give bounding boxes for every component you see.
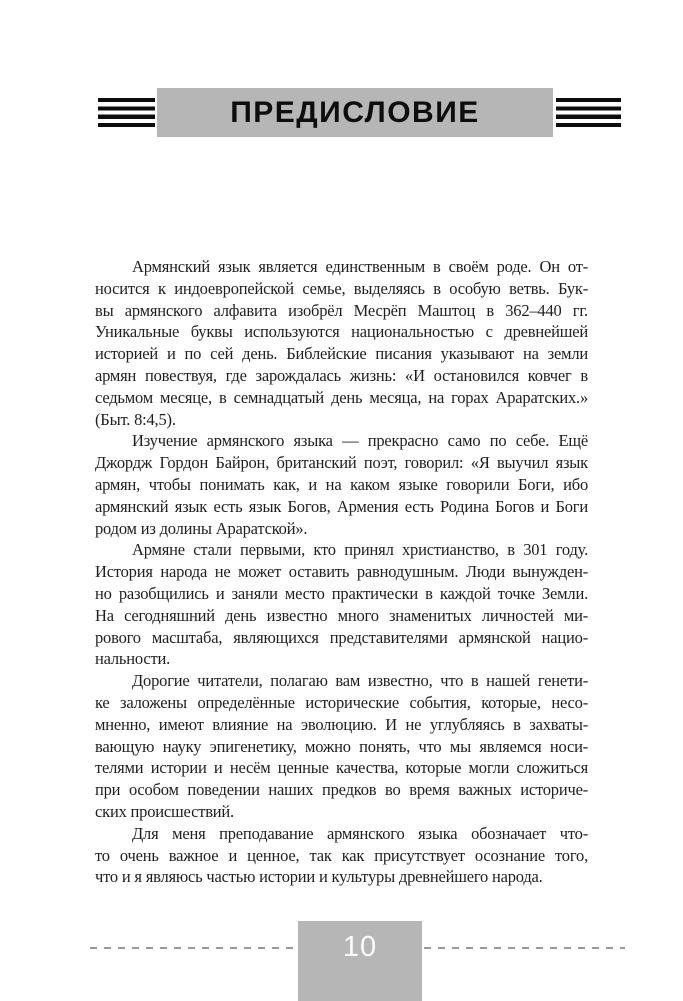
- page-number-box: [298, 921, 422, 1001]
- text-line: но разобщились и заняли место практически в каждой точке Земли.: [95, 583, 588, 603]
- chapter-title: ПРЕДИСЛОВИЕ: [230, 95, 480, 129]
- paragraph: [95, 670, 588, 823]
- text-line: армян повествуя, где зарождалась жизнь: «И остановился ковчег в: [95, 365, 588, 385]
- text-line: На сегодняшний день известно много знаменитых личностей ми-: [95, 605, 588, 625]
- paragraph: [95, 256, 588, 430]
- text-line: то очень важное и ценное, так как присутствует осознание того,: [95, 845, 588, 865]
- chapter-title-box: [157, 88, 553, 137]
- text-line: что и я являюсь частью истории и культуры древнейшего народа.: [95, 867, 543, 887]
- text-line: седьмом месяце, в семнадцатый день месяца, на горах Араратских.»: [95, 387, 588, 407]
- header-rules-left-icon: [98, 98, 155, 127]
- chapter-header: [0, 88, 683, 137]
- text-line: историей и по сей день. Библейские писания указывают на земли: [95, 344, 588, 364]
- text-line: Для меня преподавание армянского языка обозначает что-: [132, 823, 588, 843]
- text-line: Джордж Гордон Байрон, британский поэт, говорил: «Я выучил язык: [95, 453, 588, 473]
- text-line: родом из долины Араратской».: [95, 518, 308, 538]
- text-line: Армянский язык является единственным в своём роде. Он от-: [132, 257, 588, 276]
- page-number: 10: [342, 931, 378, 963]
- paragraph: [95, 430, 588, 539]
- text-line: Уникальные буквы используются национальностью с древнейшей: [95, 322, 588, 342]
- text-line: ке заложены определённые исторические события, которые, несо-: [95, 692, 588, 712]
- footer-dash-left: [90, 947, 296, 949]
- text-line: рового масштаба, являющихся представителями армянской нацио-: [95, 627, 588, 647]
- text-line: армянский язык есть язык Богов, Армения есть Родина Богов и Боги: [95, 496, 588, 516]
- body-text: [95, 256, 588, 888]
- text-line: вающую науку эпигенетику, можно понять, что мы являемся носи-: [95, 736, 588, 756]
- paragraph: [95, 823, 588, 888]
- text-line: Изучение армянского языка — прекрасно само по себе. Ещё: [132, 431, 588, 451]
- text-line: (Быт. 8:4,5).: [95, 409, 176, 429]
- page-footer: [0, 921, 683, 1001]
- text-line: Дорогие читатели, полагаю вам известно, что в нашей генети-: [132, 671, 588, 691]
- paragraph: [95, 539, 588, 670]
- text-line: ских происшествий.: [95, 801, 234, 821]
- header-rules-right-icon: [556, 98, 621, 127]
- text-line: вы армянского алфавита изобрёл Месрёп Маштоц в 362–440 гг.: [95, 300, 588, 320]
- text-line: при особом поведении наших предков во время важных историче-: [95, 780, 588, 800]
- text-line: Армяне стали первыми, кто принял христианство, в 301 году.: [132, 540, 588, 560]
- footer-dash-right: [424, 947, 625, 949]
- text-line: мненно, имеют влияние на эволюцию. И не углубляясь в захваты-: [95, 714, 588, 734]
- text-line: носится к индоевропейской семье, выделяясь в особую ветвь. Бук-: [95, 278, 588, 298]
- text-line: нальности.: [95, 649, 171, 669]
- text-line: телями истории и несём ценные качества, которые могли сложиться: [95, 758, 588, 778]
- text-line: армян, чтобы понимать как, и на каком языке говорили Боги, ибо: [95, 474, 588, 494]
- text-line: История народа не может оставить равнодушным. Люди вынужден-: [95, 562, 588, 582]
